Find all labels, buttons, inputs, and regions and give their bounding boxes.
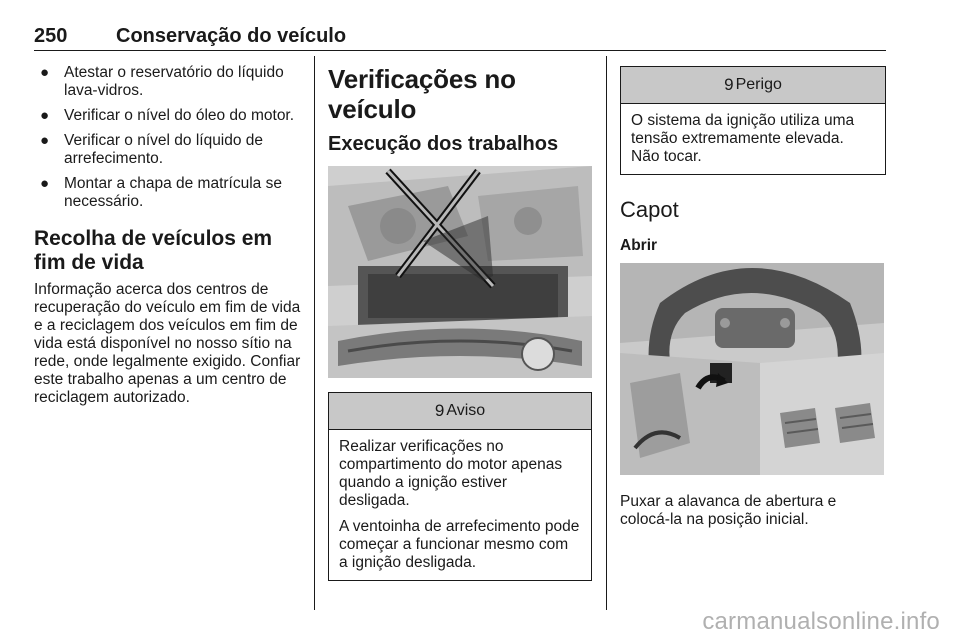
warning-paragraph: Realizar verificações no compartimento do motor apenas quando a ignição estiver desligada. bbox=[339, 438, 563, 509]
danger-label: Perigo bbox=[735, 76, 782, 93]
watermark: carmanualsonline.info bbox=[702, 608, 940, 635]
danger-header bbox=[621, 67, 885, 104]
column-middle bbox=[328, 60, 592, 581]
column-divider-1 bbox=[314, 56, 315, 610]
list-item: ● Atestar o reservatório do líquido lava-vidros. bbox=[40, 64, 284, 99]
danger-body bbox=[621, 104, 885, 174]
section-heading-capot: Capot bbox=[620, 197, 679, 222]
engine-bay-illustration bbox=[328, 166, 592, 378]
column-left bbox=[34, 60, 302, 407]
section-heading-recycling: Recolha de veículos em fim de vida bbox=[34, 227, 273, 274]
list-item: ● Montar a chapa de matrícula se necessário. bbox=[40, 175, 282, 210]
column-divider-2 bbox=[606, 56, 607, 610]
recycling-text: Informação acerca dos centros de recuperação do veículo em fim de vida e a reciclagem dos veículos em fim de vida está disponível no nosso sítio na rede, onde legalmente exigido. Confiar este trabalho apenas a um centro de reciclagem autorizado. bbox=[34, 281, 301, 406]
bullet-icon: ● bbox=[40, 107, 50, 124]
page-header bbox=[34, 24, 886, 51]
danger-box bbox=[620, 66, 886, 175]
danger-text: O sistema da ignição utiliza uma tensão extremamente elevada. Não tocar. bbox=[631, 112, 855, 165]
warning-label: Aviso bbox=[446, 402, 486, 419]
bullet-icon: ● bbox=[40, 175, 50, 192]
checklist bbox=[34, 64, 302, 211]
abrir-text: Puxar a alavanca de abertura e colocá-la na posição inicial. bbox=[620, 493, 837, 528]
warning-box bbox=[328, 392, 592, 581]
warning-paragraph: A ventoinha de arrefecimento pode começar a funcionar mesmo com a ignição desligada. bbox=[339, 518, 580, 571]
section-heading-checks: Verificações no veículo bbox=[328, 64, 516, 124]
bullet-icon: ● bbox=[40, 64, 50, 81]
bullet-icon: ● bbox=[40, 132, 50, 149]
warning-triangle-icon: 9 bbox=[434, 401, 445, 420]
page-number: 250 bbox=[34, 25, 68, 47]
hood-release-illustration bbox=[620, 263, 884, 475]
warning-body bbox=[329, 430, 591, 580]
warning-header bbox=[329, 393, 591, 430]
list-item: ● Verificar o nível do líquido de arrefecimento. bbox=[40, 132, 264, 167]
warning-triangle-icon: 9 bbox=[724, 75, 734, 94]
subheading-abrir: Abrir bbox=[620, 237, 658, 254]
chapter-title: Conservação do veículo bbox=[116, 25, 347, 47]
subheading-work: Execução dos trabalhos bbox=[328, 133, 559, 155]
column-right bbox=[620, 60, 886, 529]
list-item: ● Verificar o nível do óleo do motor. bbox=[40, 107, 295, 124]
